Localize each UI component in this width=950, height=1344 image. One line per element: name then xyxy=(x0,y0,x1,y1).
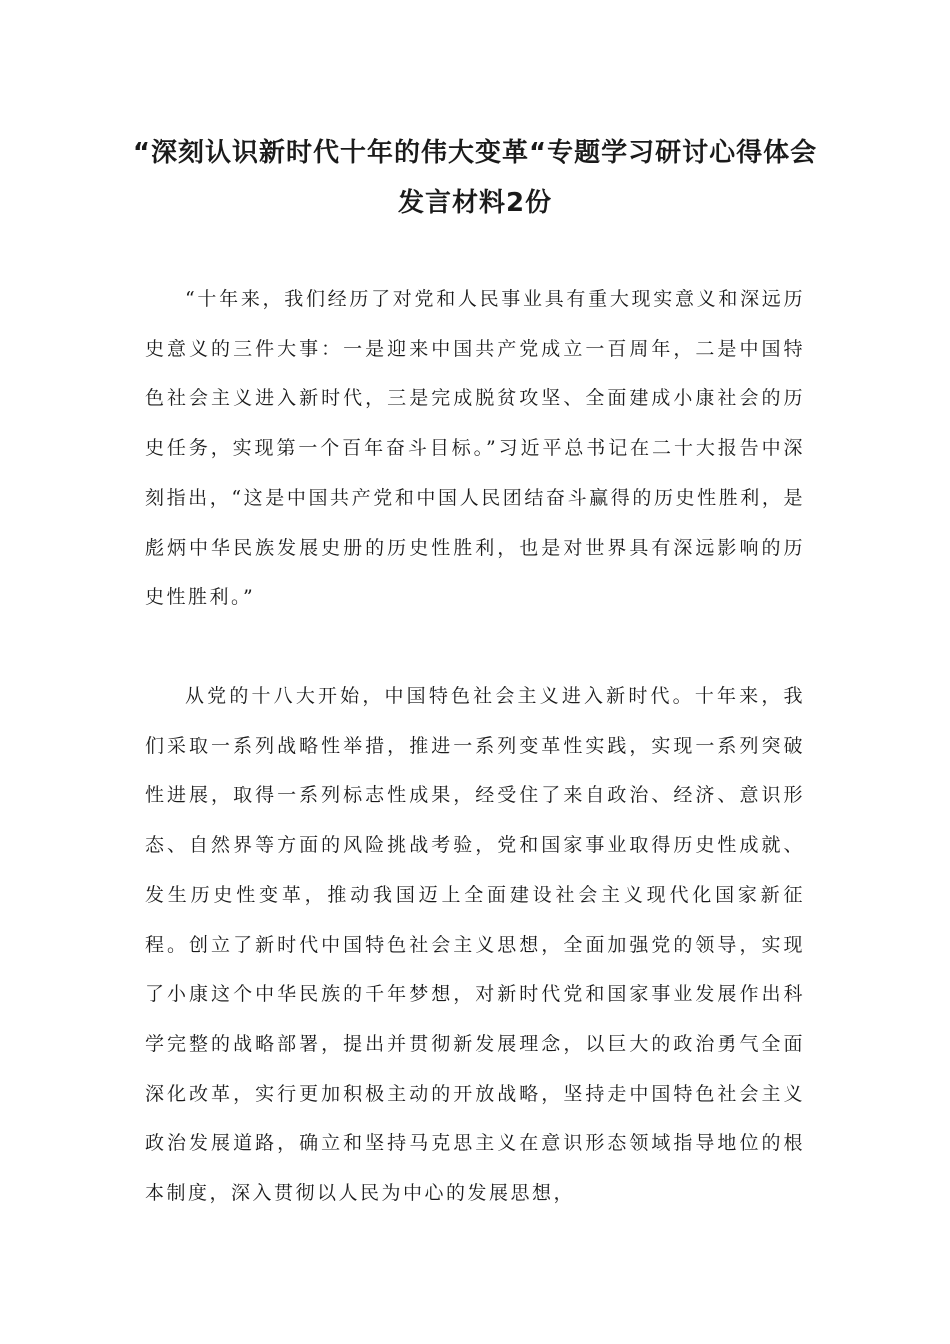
paragraph-2: 从党的十八大开始，中国特色社会主义进入新时代。十年来，我们采取一系列战略性举措，推进一系列变革性实践，实现一系列突破性进展，取得一系列标志性成果，经受住了来自政治、经济、意识形态、自然界等方面的风险挑战考验，党和国家事业取得历史性成就、发生历史性变革，推动我国迈上全面建设社会主义现代化国家新征程。创立了新时代中国特色社会主义思想，全面加强党的领导，实现了小康这个中华民族的千年梦想，对新时代党和国家事业发展作出科学完整的战略部署，提出并贯彻新发展理念，以巨大的政治勇气全面深化改革，实行更加积极主动的开放战略，坚持走中国特色社会主义政治发展道路，确立和坚持马克思主义在意识形态领域指导地位的根本制度，深入贯彻以人民为中心的发展思想， xyxy=(145,685,805,1205)
paragraph-1: “十年来，我们经历了对党和人民事业具有重大现实意义和深远历史意义的三件大事：一是迎来中国共产党成立一百周年，二是中国特色社会主义进入新时代，三是完成脱贫攻坚、全面建成小康社会的历史任务，实现第一个百年奋斗目标。”习近平总书记在二十大报告中深刻指出，“这是中国共产党和中国人民团结奋斗赢得的历史性胜利，是彪炳中华民族发展史册的历史性胜利，也是对世界具有深远影响的历史性胜利。” xyxy=(145,288,805,609)
document-title: “深刻认识新时代十年的伟大变革“专题学习研讨心得体会发言材料2份 xyxy=(132,138,818,218)
